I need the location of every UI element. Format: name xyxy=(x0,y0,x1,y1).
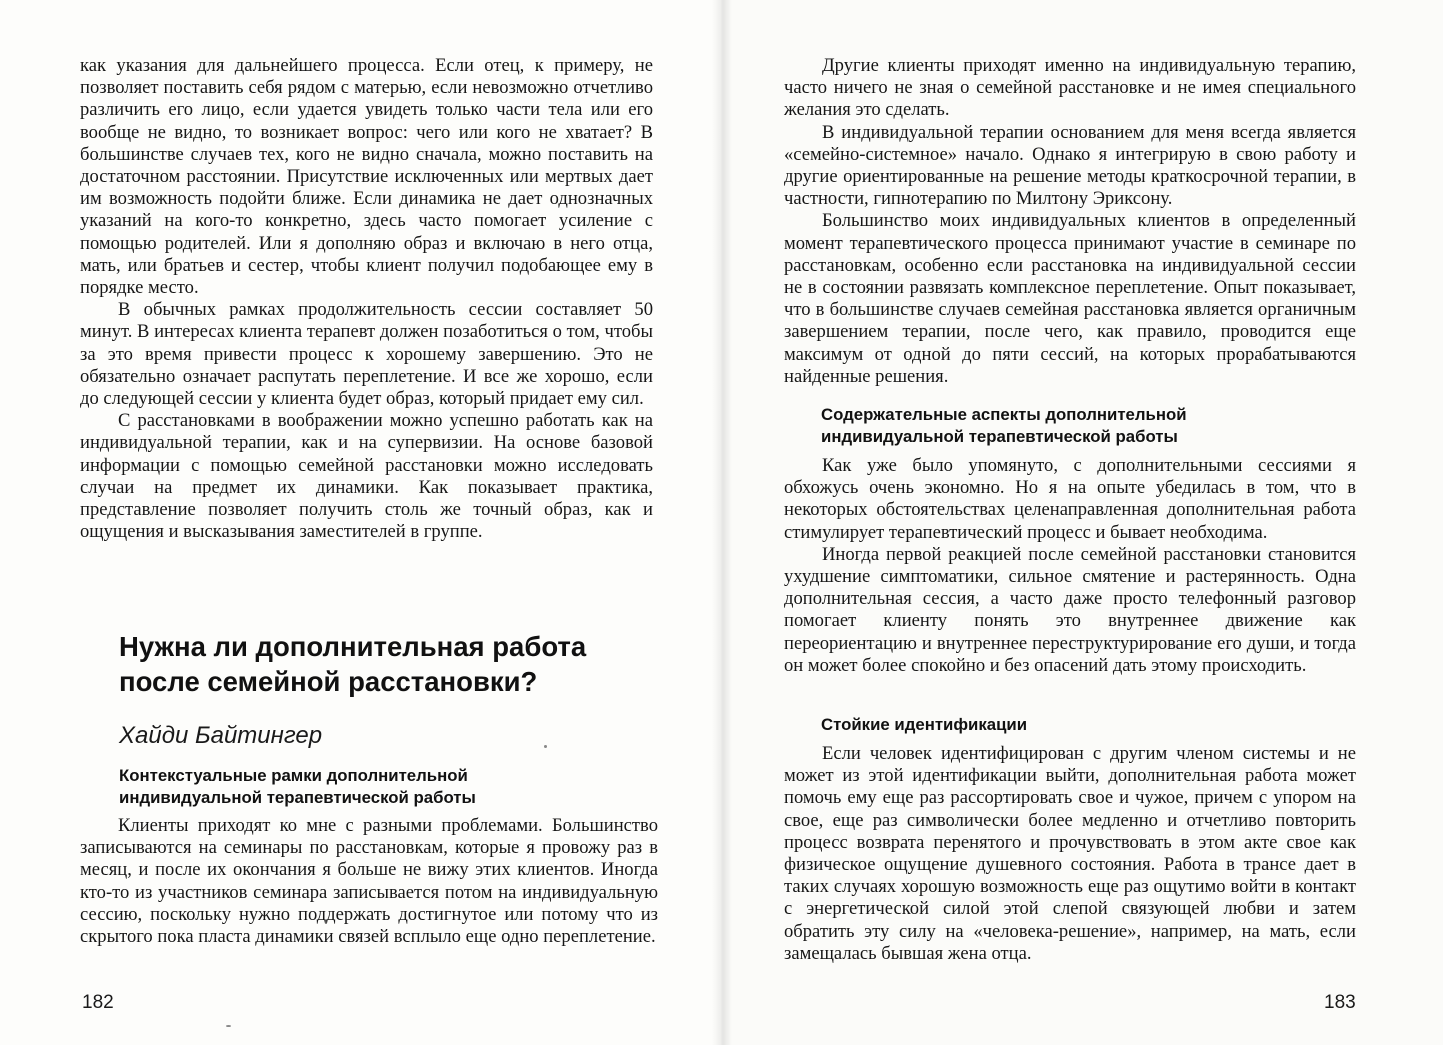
paragraph: Если человек идентифицирован с другим членом системы и не может из этой идентификации выйти, дополнительная работа может помочь ему еще раз рассортировать свое и чужое, причем с упором на свое, еще раз символически более медленно и отчетливо повторить процесс возврата перенятого и прочувствовать в этом акте свое как физическое ощущение душевного состояния. Работа в трансе дает в таких случаях хорошую возможность еще раз ощутимо войти в контакт с энергетической силой этой слепой связующей любви и затем обратить эту силу на «человека-решение», например, на мать, если замещалась бывшая жена отца. xyxy=(784,743,1356,964)
left-page-body-bottom xyxy=(80,815,658,948)
chapter-title xyxy=(119,629,679,699)
book-spine-shadow xyxy=(712,0,732,1045)
scan-speck xyxy=(544,745,547,748)
paragraph: С расстановками в воображении можно успешно работать как на индивидуальной терапии, как и на супервизии. На основе базовой информации с помощью семейной расстановки можно исследовать случаи на предмет их динамики. Как показывает практика, представление позволяет получить столь же точный образ, как и ощущения и высказывания заместителей в группе. xyxy=(80,410,653,543)
right-page-body-top xyxy=(784,55,1356,388)
paragraph: Иногда первой реакцией после семейной расстановки становится ухудшение симптоматики, сильное смятение и растерянность. Одна дополнительная сессия, а часто даже просто телефонный разговор помогает клиенту понять это внутреннее движение как переориентацию и внутреннее переструктурирование его души, и тогда он может более спокойно и без опасений дать этому происходить. xyxy=(784,543,1356,676)
section-heading xyxy=(119,765,589,809)
section-heading-line: индивидуальной терапевтической работы xyxy=(119,788,476,807)
chapter-title-line: после семейной расстановки? xyxy=(119,666,538,697)
paragraph: Другие клиенты приходят именно на индивидуальную терапию, часто ничего не зная о семейной расстановке и не имея специального желания это сделать. xyxy=(784,55,1356,121)
paragraph: В индивидуальной терапии основанием для меня всегда является «семейно-системное» начало. Однако я интегрирую в свою работу и другие ориентированные на решение методы краткосрочной терапии, в частности, гипнотерапию по Милтону Эриксону. xyxy=(784,121,1356,210)
scan-speck xyxy=(226,1025,231,1027)
chapter-author: Хайди Байтингер xyxy=(119,722,323,749)
paragraph: Как уже было упомянуто, с дополнительными сессиями я обхожусь очень экономно. Но я на опыте убедилась в том, что в некоторых обстоятельствах целенаправленная дополнительная работа стимулирует терапевтический процесс и бывает необходима. xyxy=(784,455,1356,543)
paragraph: Большинство моих индивидуальных клиентов в определенный момент терапевтического процесса принимают участие в семинаре по расстановкам, особенно если расстановка на индивидуальной сессии не в состоянии развязать комплексное переплетение. Опыт показывает, что в большинстве случаев семейная расстановка является органичным завершением терапии, после чего, как правило, проводится еще максимум от одной до пяти сессий, на которых прорабатываются найденные решения. xyxy=(784,210,1356,387)
right-page-body-middle xyxy=(784,455,1356,677)
page-number: 182 xyxy=(82,992,114,1013)
section-heading-line: Контекстуальные рамки дополнительной xyxy=(119,766,468,785)
right-page-body-bottom xyxy=(784,743,1356,965)
chapter-title-line: Нужна ли дополнительная работа xyxy=(119,631,587,662)
left-page-body-top xyxy=(80,55,653,543)
section-heading-line: Содержательные аспекты дополнительной xyxy=(821,405,1187,424)
section-heading: Стойкие идентификации xyxy=(821,715,1028,734)
section-heading-line: индивидуальной терапевтической работы xyxy=(821,427,1178,446)
section-heading xyxy=(821,404,1341,448)
paragraph: как указания для дальнейшего процесса. Если отец, к примеру, не позволяет поставить себя рядом с матерью, если невозможно отчетливо различить его лицо, если удается увидеть только части тела или его вообще не видно, то возникает вопрос: чего или кого не хватает? В большинстве случаев тех, кого не видно сначала, можно поставить на достаточном расстоянии. Присутствие исключенных или мертвых дает им возможность подойти ближе. Если динамика не дает однозначных указаний на кого-то конкретно, здесь часто помогает усиление с помощью родителей. Или я дополняю образ и включаю в него отца, мать, или братьев и сестер, чтобы клиент получил подобающее ему в порядке место. xyxy=(80,55,653,299)
paragraph: В обычных рамках продолжительность сессии составляет 50 минут. В интересах клиента терапевт должен позаботиться о том, чтобы за это время привести процесс к хорошему завершению. Это не обязательно означает распутать переплетение. И все же хорошо, если до следующей сессии у клиента будет образ, который придает ему сил. xyxy=(80,299,653,410)
page-number: 183 xyxy=(1324,992,1356,1013)
paragraph: Клиенты приходят ко мне с разными проблемами. Большинство записываются на семинары по расстановкам, которые я провожу раз в месяц, и после их окончания я больше не вижу этих клиентов. Иногда кто-то из участников семинара записывается потом на индивидуальную сессию, поскольку нужно поддержать достигнутое или потому что из скрытого пока пласта динамики связей всплыло еще одно переплетение. xyxy=(80,815,658,948)
